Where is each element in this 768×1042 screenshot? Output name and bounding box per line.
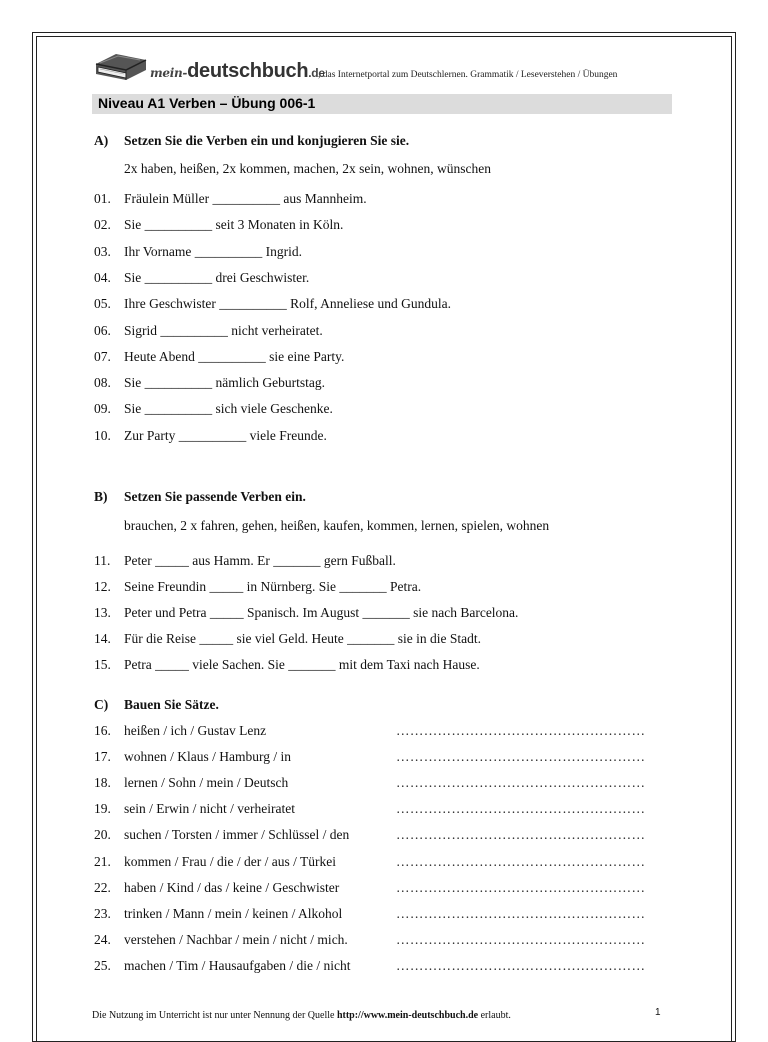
section-c-item [94, 827, 349, 843]
section-c-heading: Bauen Sie Sätze. [124, 697, 219, 712]
item-sentence[interactable]: Ihr Vorname __________ Ingrid. [124, 243, 302, 259]
section-a-letter: A) [94, 133, 109, 148]
title-bar [92, 94, 672, 114]
section-b-heading: Setzen Sie passende Verben ein. [124, 489, 306, 504]
item-number: 04. [94, 269, 111, 285]
item-number: 03. [94, 243, 111, 259]
item-number: 18. [94, 775, 111, 791]
section-a-heading: Setzen Sie die Verben ein und konjugieren Sie sie. [124, 133, 410, 148]
section-c-item [94, 880, 339, 896]
item-word-prompt: lernen / Sohn / mein / Deutsch [124, 775, 289, 791]
section-a-item [94, 323, 323, 339]
section-b-item [94, 605, 518, 621]
item-word-prompt: verstehen / Nachbar / mein / nicht / mich. [124, 931, 348, 947]
logo-tld: .de [308, 66, 325, 80]
item-sentence[interactable]: Für die Reise _____ sie viel Geld. Heute _______ sie in die Stadt. [124, 631, 481, 646]
answer-line[interactable]: ……………………………………………… [396, 723, 646, 738]
answer-line[interactable]: ……………………………………………… [396, 957, 646, 973]
section-b-item [94, 579, 421, 595]
item-sentence[interactable]: Seine Freundin _____ in Nürnberg. Sie _______ Petra. [124, 579, 422, 594]
footer-url-link[interactable]: http://www.mein-deutschbuch.de [336, 1010, 479, 1021]
item-number: 10. [94, 427, 111, 443]
section-a-item [94, 428, 327, 444]
item-sentence[interactable]: Ihre Geschwister __________ Rolf, Anneliese und Gundula. [124, 296, 451, 312]
answer-line[interactable]: ……………………………………………… [396, 853, 646, 869]
item-sentence[interactable]: Petra _____ viele Sachen. Sie _______ mit dem Taxi nach Hause. [124, 657, 480, 672]
item-number: 11. [94, 553, 111, 568]
section-c-letter: C) [94, 697, 109, 712]
section-a-item [94, 217, 343, 233]
item-word-prompt: trinken / Mann / mein / keinen / Alkohol [124, 905, 343, 921]
answer-line[interactable]: ……………………………………………… [396, 931, 646, 947]
item-number: 25. [94, 957, 111, 973]
item-number: 15. [94, 657, 111, 672]
item-number: 13. [94, 605, 111, 620]
answer-line[interactable]: ……………………………………………… [396, 879, 646, 895]
footer-text-before: Die Nutzung im Unterricht ist nur unter Nennung der Quelle [92, 1010, 337, 1021]
item-word-prompt: machen / Tim / Hausaufgaben / die / nicht [124, 957, 351, 973]
section-a-item [94, 244, 302, 260]
item-number: 07. [94, 348, 111, 364]
section-b-item [94, 553, 396, 569]
section-c-item [94, 906, 342, 922]
section-a-item [94, 270, 309, 286]
item-number: 02. [94, 217, 111, 233]
logo-main: deutschbuch [187, 60, 309, 82]
answer-line[interactable]: ……………………………………………… [396, 801, 646, 817]
section-c-item [94, 854, 336, 870]
section-c-item [94, 932, 348, 948]
section-b-item [94, 657, 480, 673]
section-a-word-bank: 2x haben, heißen, 2x kommen, machen, 2x sein, wohnen, wünschen [124, 161, 492, 176]
item-word-prompt: kommen / Frau / die / der / aus / Türkei [124, 853, 336, 869]
answer-line[interactable]: ……………………………………………… [396, 827, 646, 843]
item-number: 01. [94, 191, 111, 206]
section-c-item [94, 723, 266, 739]
item-sentence[interactable]: Sie __________ seit 3 Monaten in Köln. [124, 217, 344, 233]
item-sentence[interactable]: Sie __________ sich viele Geschenke. [124, 401, 333, 417]
answer-line[interactable]: ……………………………………………… [396, 905, 646, 921]
item-sentence[interactable]: Sigrid __________ nicht verheiratet. [124, 322, 323, 338]
page-number: 1 [655, 1007, 661, 1018]
item-number: 23. [94, 905, 111, 921]
item-sentence[interactable]: Heute Abend __________ sie eine Party. [124, 348, 345, 364]
section-c-item [94, 801, 295, 817]
item-number: 16. [94, 723, 111, 738]
section-a-item [94, 191, 367, 207]
item-number: 06. [94, 322, 111, 338]
item-number: 24. [94, 931, 111, 947]
section-c-item [94, 958, 350, 974]
item-number: 17. [94, 749, 111, 765]
item-number: 14. [94, 631, 111, 646]
page-header [92, 46, 674, 84]
item-word-prompt: wohnen / Klaus / Hamburg / in [124, 749, 291, 765]
book-logo-icon [92, 50, 148, 82]
answer-line[interactable]: ……………………………………………… [396, 749, 646, 765]
item-number: 19. [94, 801, 111, 817]
section-a-item [94, 349, 344, 365]
item-word-prompt: sein / Erwin / nicht / verheiratet [124, 801, 295, 817]
item-sentence[interactable]: Zur Party __________ viele Freunde. [124, 427, 327, 443]
answer-line[interactable]: ……………………………………………… [396, 775, 646, 791]
section-c-item [94, 775, 288, 791]
item-word-prompt: heißen / ich / Gustav Lenz [124, 723, 267, 738]
header-tagline: , das Internetportal zum Deutschlernen. Grammatik / Leseverstehen / Übungen [318, 70, 618, 80]
section-b-word-bank: brauchen, 2 x fahren, gehen, heißen, kaufen, kommen, lernen, spielen, wohnen [124, 518, 550, 533]
item-sentence[interactable]: Fräulein Müller __________ aus Mannheim. [124, 191, 367, 206]
section-a-item [94, 296, 451, 312]
item-number: 21. [94, 853, 111, 869]
item-number: 20. [94, 827, 111, 843]
item-number: 09. [94, 401, 111, 417]
item-word-prompt: suchen / Torsten / immer / Schlüssel / den [124, 827, 350, 843]
item-sentence[interactable]: Peter _____ aus Hamm. Er _______ gern Fußball. [124, 553, 396, 568]
page-title: Niveau A1 Verben – Übung 006-1 [98, 95, 316, 111]
item-sentence[interactable]: Sie __________ nämlich Geburtstag. [124, 375, 325, 391]
item-number: 12. [94, 579, 111, 594]
footer-note [92, 1010, 511, 1021]
section-a-item [94, 401, 333, 417]
item-number: 05. [94, 296, 111, 312]
section-b-letter: B) [94, 489, 108, 504]
item-sentence[interactable]: Peter und Petra _____ Spanisch. Im August _______ sie nach Barcelona. [124, 605, 519, 620]
section-b-item [94, 631, 481, 647]
item-sentence[interactable]: Sie __________ drei Geschwister. [124, 269, 310, 285]
footer-text-after: erlaubt. [478, 1010, 511, 1021]
item-number: 22. [94, 879, 111, 895]
section-c-item [94, 749, 291, 765]
section-a-item [94, 375, 325, 391]
logo-prefix: mein- [150, 66, 188, 80]
item-word-prompt: haben / Kind / das / keine / Geschwister [124, 879, 340, 895]
site-logo[interactable] [150, 60, 325, 83]
item-number: 08. [94, 375, 111, 391]
